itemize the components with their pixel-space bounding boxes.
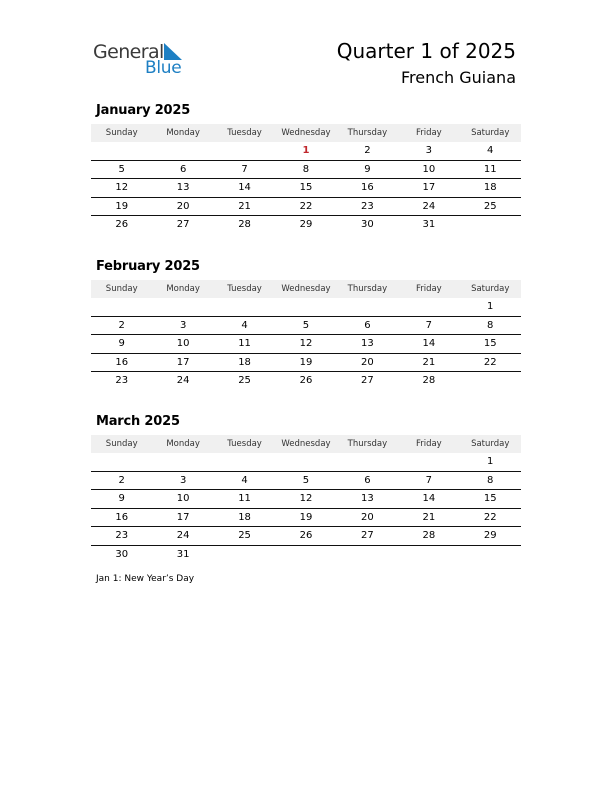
day-cell: 10 — [422, 163, 436, 175]
day-cell: 27 — [176, 219, 190, 230]
day-cell: 22 — [299, 200, 313, 212]
day-cell — [337, 453, 398, 471]
week-row — [91, 509, 521, 528]
week-row — [91, 490, 521, 509]
day-cell: 24 — [176, 375, 190, 386]
day-cell: 29 — [299, 219, 313, 230]
day-cell: 7 — [425, 474, 432, 486]
calendar-grid — [91, 435, 521, 563]
day-cell: 27 — [361, 375, 374, 386]
day-cell — [91, 142, 152, 160]
day-cell: 11 — [483, 163, 497, 175]
day-cell: 21 — [422, 511, 436, 523]
month-title: January 2025 — [96, 103, 191, 118]
day-cell: 24 — [422, 200, 436, 212]
day-cell: 14 — [422, 338, 436, 349]
week-row — [91, 142, 521, 161]
weekday-header-row — [91, 280, 521, 298]
day-cell: 12 — [115, 182, 129, 193]
day-cell: 25 — [238, 530, 251, 541]
weekday-label: Friday — [415, 128, 442, 138]
day-cell: 7 — [425, 319, 432, 331]
day-cell: 26 — [299, 375, 313, 386]
day-cell: 19 — [299, 356, 313, 368]
weekday-label: Saturday — [471, 128, 510, 138]
day-cell: 16 — [361, 182, 374, 193]
day-cell — [152, 453, 213, 471]
day-cell: 9 — [118, 493, 125, 504]
weekday-label: Sunday — [105, 128, 138, 138]
day-cell: 9 — [118, 338, 125, 349]
weekday-label: Thursday — [347, 128, 388, 138]
holiday-note: Jan 1: New Year’s Day — [96, 574, 195, 584]
week-row — [91, 453, 521, 472]
month-january — [91, 102, 521, 234]
day-cell: 14 — [422, 493, 436, 504]
day-cell — [460, 372, 521, 390]
weekday-label: Sunday — [105, 284, 138, 294]
week-row — [91, 354, 521, 373]
week-row — [91, 161, 521, 180]
day-cell: 21 — [238, 200, 251, 212]
weekday-label: Monday — [166, 284, 200, 294]
week-row — [91, 298, 521, 317]
day-cell: 6 — [364, 474, 371, 486]
weekday-label: Wednesday — [281, 439, 331, 449]
weekday-label: Tuesday — [227, 439, 262, 449]
day-cell: 4 — [241, 474, 248, 486]
day-cell: 27 — [361, 530, 374, 541]
day-cell — [337, 298, 398, 316]
day-cell: 20 — [361, 511, 374, 523]
day-cell: 18 — [238, 511, 251, 523]
day-cell: 8 — [302, 163, 310, 175]
page-title: Quarter 1 of 2025 — [336, 39, 516, 63]
day-cell: 28 — [422, 375, 436, 386]
day-cell: 2 — [118, 474, 125, 486]
day-cell: 16 — [115, 356, 129, 368]
day-cell — [214, 453, 275, 471]
week-row — [91, 198, 521, 217]
day-cell — [398, 453, 459, 471]
day-cell: 22 — [483, 511, 497, 523]
weekday-label: Thursday — [347, 284, 388, 294]
day-cell — [152, 142, 213, 160]
day-cell: 28 — [238, 219, 251, 230]
day-cell: 26 — [115, 219, 129, 230]
logo-text-blue: Blue — [145, 58, 182, 78]
day-cell: 5 — [302, 474, 310, 486]
day-cell: 21 — [422, 356, 436, 368]
week-row — [91, 527, 521, 546]
day-cell: 29 — [483, 530, 497, 541]
month-title: March 2025 — [96, 414, 180, 429]
day-cell: 19 — [115, 200, 129, 212]
day-cell: 14 — [238, 182, 251, 193]
day-cell — [398, 546, 459, 564]
day-cell — [91, 298, 152, 316]
day-cell: 3 — [179, 319, 187, 331]
day-cell: 4 — [487, 145, 494, 156]
day-cell: 13 — [361, 338, 374, 349]
day-cell: 23 — [115, 375, 129, 386]
logo-text-general: General — [93, 41, 164, 63]
day-cell: 25 — [483, 200, 497, 212]
day-cell: 2 — [118, 319, 125, 331]
day-cell — [214, 298, 275, 316]
day-cell: 20 — [176, 200, 190, 212]
weekday-label: Saturday — [471, 284, 510, 294]
day-cell: 25 — [238, 375, 251, 386]
day-cell: 15 — [299, 182, 313, 193]
month-title: February 2025 — [96, 259, 200, 274]
day-cell: 12 — [299, 338, 313, 349]
day-cell: 7 — [241, 163, 248, 175]
weekday-label: Wednesday — [281, 284, 331, 294]
day-cell: 15 — [483, 493, 497, 504]
weekday-label: Friday — [415, 284, 442, 294]
day-cell: 23 — [115, 530, 129, 541]
day-cell — [398, 298, 459, 316]
day-cell: 10 — [176, 493, 190, 504]
day-cell: 9 — [364, 163, 371, 175]
weekday-label: Friday — [415, 439, 442, 449]
week-row — [91, 546, 521, 564]
weekday-label: Wednesday — [281, 128, 331, 138]
calendar-grid — [91, 124, 521, 234]
weekday-label: Saturday — [471, 439, 510, 449]
day-cell: 8 — [487, 319, 494, 331]
day-cell: 10 — [176, 338, 190, 349]
day-cell: 31 — [176, 548, 190, 560]
day-cell: 13 — [176, 182, 190, 193]
weekday-header-row — [91, 435, 521, 453]
day-cell: 20 — [361, 356, 374, 368]
weekday-label: Monday — [166, 439, 200, 449]
day-cell: 6 — [364, 319, 371, 331]
day-cell: 28 — [422, 530, 436, 541]
day-cell: 5 — [118, 163, 125, 175]
day-cell: 13 — [361, 493, 374, 504]
day-cell: 11 — [238, 338, 251, 349]
weekday-label: Tuesday — [227, 284, 262, 294]
day-cell — [337, 546, 398, 564]
page-subtitle: French Guiana — [400, 68, 516, 87]
day-cell — [460, 546, 521, 564]
day-cell — [275, 453, 336, 471]
calendar-grid — [91, 280, 521, 390]
day-cell: 12 — [299, 493, 313, 504]
logo — [93, 40, 193, 80]
day-cell: 2 — [364, 145, 371, 156]
day-cell: 19 — [299, 511, 313, 523]
day-cell: 3 — [425, 145, 432, 156]
day-cell: 6 — [179, 163, 187, 175]
day-cell: 16 — [115, 511, 129, 523]
weekday-label: Tuesday — [227, 128, 262, 138]
day-cell — [275, 546, 336, 564]
day-cell: 26 — [299, 530, 313, 541]
day-cell: 1 — [487, 456, 494, 467]
day-cell: 5 — [302, 319, 310, 331]
week-row — [91, 335, 521, 354]
day-cell: 23 — [361, 200, 374, 212]
day-cell — [214, 546, 275, 564]
week-row — [91, 179, 521, 198]
day-cell: 4 — [241, 319, 248, 331]
week-row — [91, 372, 521, 390]
weekday-label: Sunday — [105, 439, 138, 449]
month-february — [91, 258, 521, 390]
day-cell: 30 — [361, 219, 374, 230]
weekday-header-row — [91, 124, 521, 142]
day-cell — [275, 298, 336, 316]
day-cell — [91, 453, 152, 471]
day-cell: 17 — [422, 182, 436, 193]
weekday-label: Monday — [166, 128, 200, 138]
day-cell: 8 — [487, 474, 494, 486]
day-cell: 11 — [238, 493, 251, 504]
day-cell: 17 — [176, 511, 190, 523]
day-cell — [214, 142, 275, 160]
day-cell: 30 — [115, 548, 129, 560]
day-cell: 15 — [483, 338, 497, 349]
day-cell — [460, 216, 521, 234]
day-cell: 22 — [483, 356, 497, 368]
week-row — [91, 472, 521, 491]
day-cell: 18 — [483, 182, 497, 193]
day-cell: 31 — [422, 219, 436, 230]
day-cell: 18 — [238, 356, 251, 368]
week-row — [91, 317, 521, 336]
weekday-label: Thursday — [347, 439, 388, 449]
day-cell: 24 — [176, 530, 190, 541]
day-cell: 17 — [176, 356, 190, 368]
holiday-notes — [96, 573, 194, 585]
month-march — [91, 413, 521, 563]
day-cell: 1 — [487, 301, 494, 312]
day-cell-holiday: 1 — [302, 145, 310, 156]
day-cell: 3 — [179, 474, 187, 486]
day-cell — [152, 298, 213, 316]
week-row — [91, 216, 521, 234]
